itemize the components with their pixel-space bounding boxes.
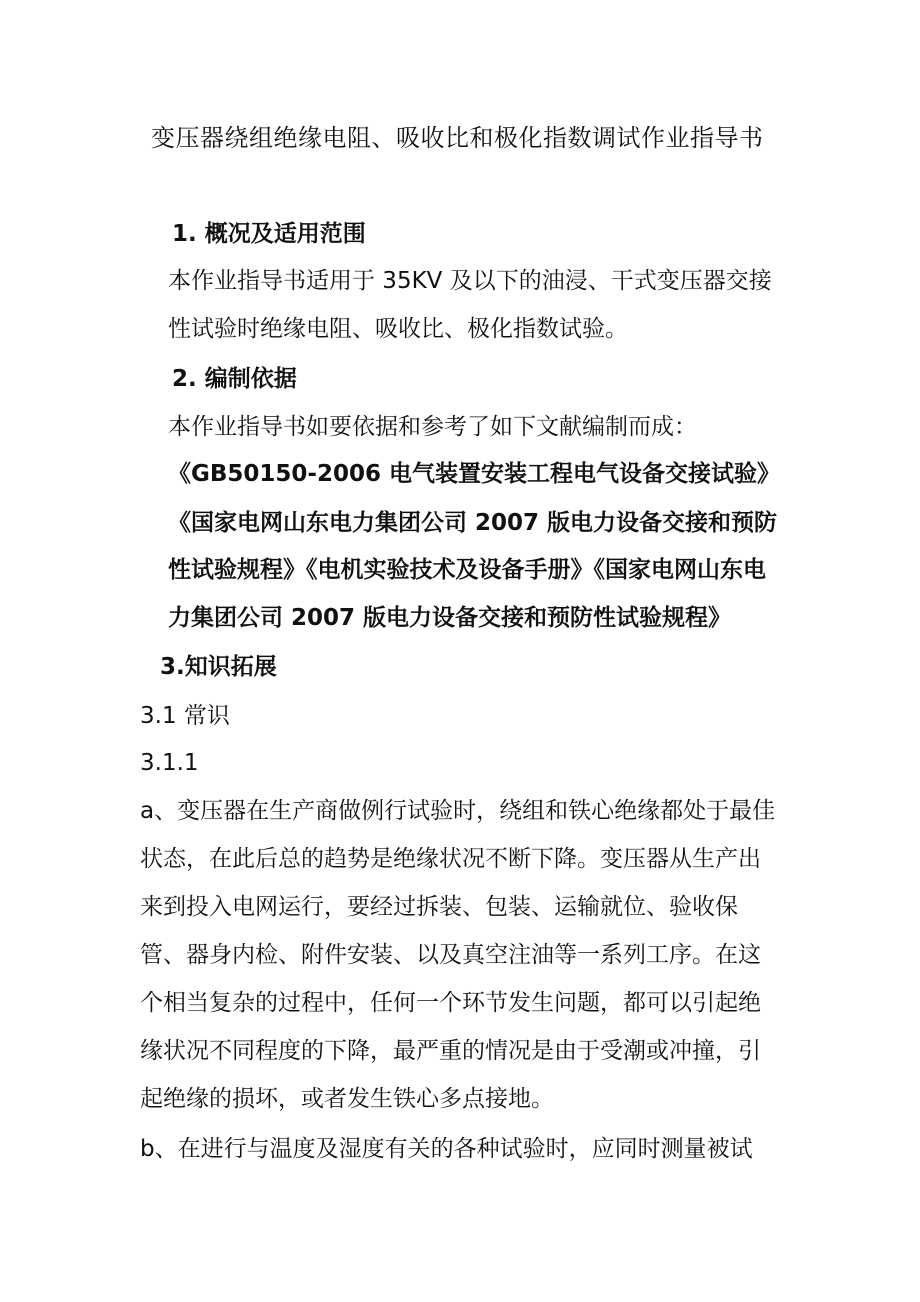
section-1-line: 性试验时绝缘电阻、吸收比、极化指数试验。: [168, 316, 628, 342]
document-title: 变压器绕组绝缘电阻、吸收比和极化指数调试作业指导书: [151, 124, 764, 152]
reference-line: 《国家电网山东电力集团公司 2007 版电力设备交接和预防: [168, 510, 778, 536]
paragraph-a-line: 来到投入电网运行，要经过拆装、包装、运输就位、验收保: [140, 894, 738, 920]
reference-line: 《GB50150-2006 电气装置安装工程电气设备交接试验》: [168, 461, 780, 487]
subsection-3-1: 3.1 常识: [140, 703, 230, 729]
paragraph-a-line: 缘状况不同程度的下降，最严重的情况是由于受潮或冲撞，引: [140, 1038, 761, 1064]
subsection-3-1-1: 3.1.1: [140, 750, 199, 776]
paragraph-a-line: a、变压器在生产商做例行试验时，绕组和铁心绝缘都处于最佳: [140, 798, 776, 824]
paragraph-a-line: 管、器身内检、附件安装、以及真空注油等一系列工序。在这: [140, 942, 761, 968]
section-3-heading: 3.知识拓展: [160, 654, 277, 680]
section-1-heading: 1. 概况及适用范围: [172, 221, 366, 247]
section-1-line: 本作业指导书适用于 35KV 及以下的油浸、干式变压器交接: [168, 268, 772, 294]
paragraph-a-line: 个相当复杂的过程中，任何一个环节发生问题，都可以引起绝: [140, 990, 761, 1016]
paragraph-a-line: 状态，在此后总的趋势是绝缘状况不断下降。变压器从生产出: [140, 846, 761, 872]
paragraph-a-line: 起绝缘的损坏，或者发生铁心多点接地。: [140, 1086, 554, 1112]
section-2-intro: 本作业指导书如要依据和参考了如下文献编制而成：: [168, 414, 697, 440]
reference-line: 性试验规程》《电机实验技术及设备手册》《国家电网山东电: [168, 557, 766, 583]
reference-line: 力集团公司 2007 版电力设备交接和预防性试验规程》: [168, 605, 732, 631]
paragraph-b-line: b、在进行与温度及湿度有关的各种试验时，应同时测量被试: [140, 1136, 753, 1162]
section-2-heading: 2. 编制依据: [172, 366, 297, 392]
